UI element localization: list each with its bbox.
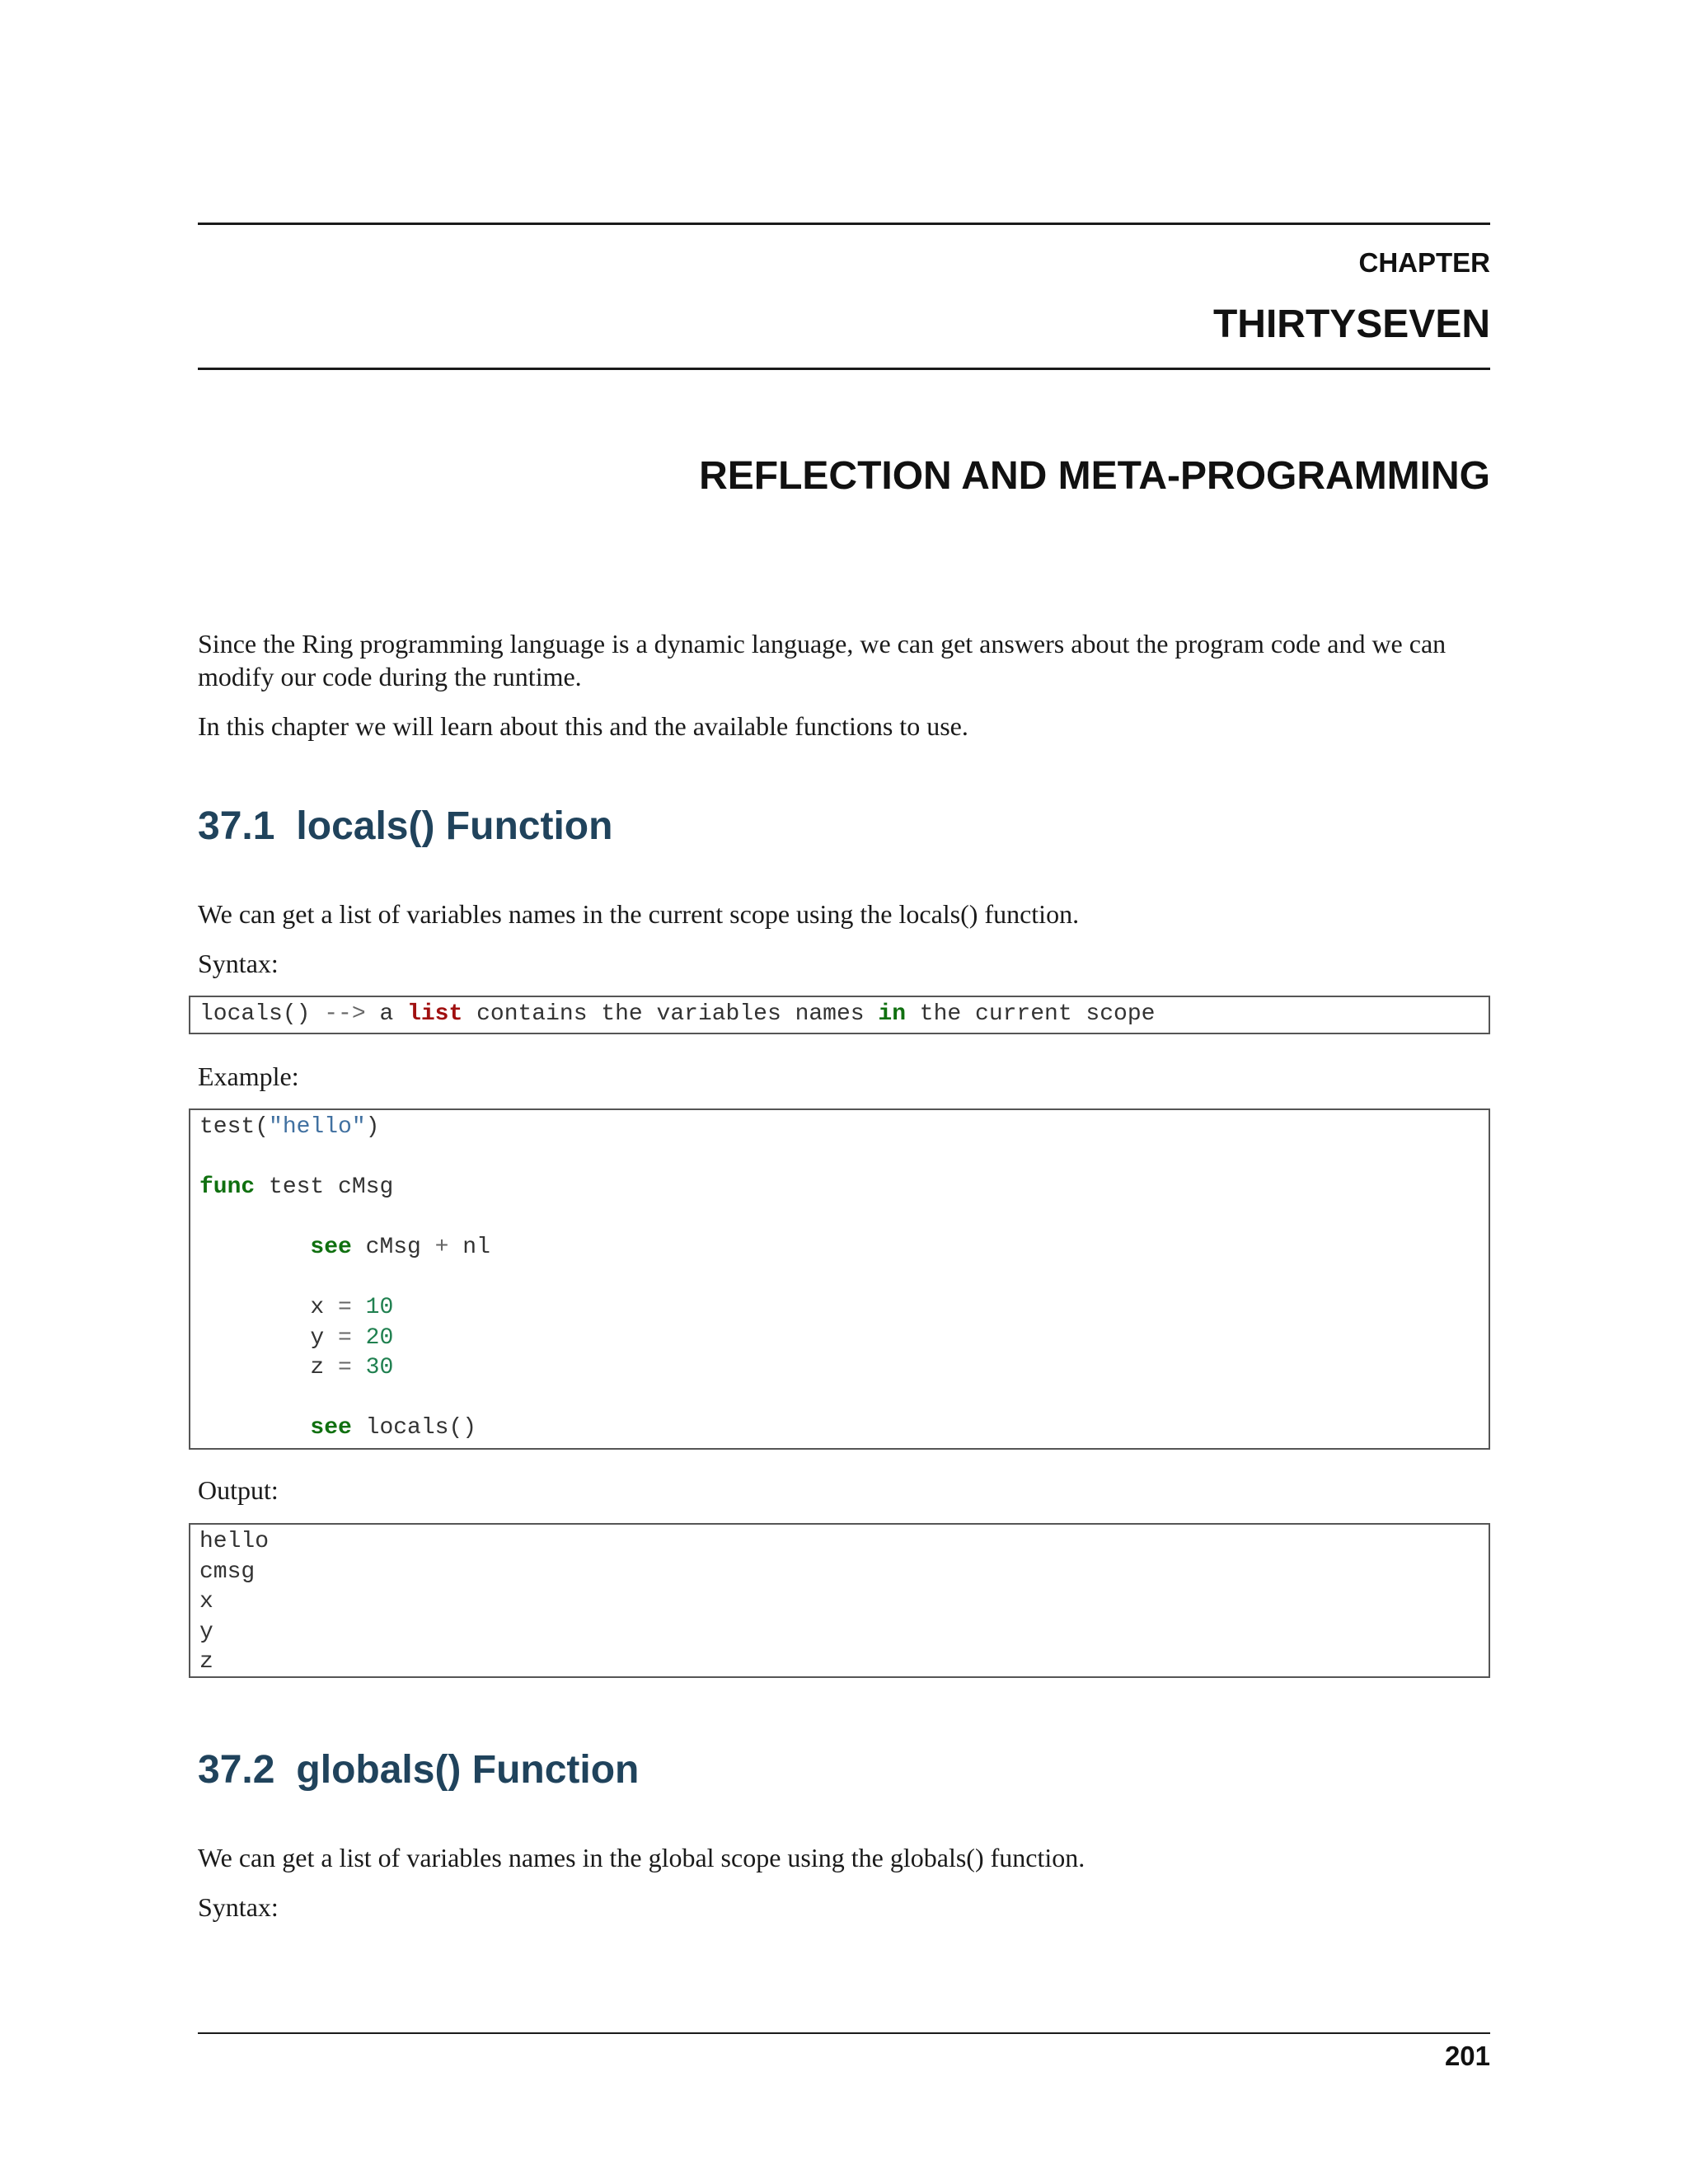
intro-paragraph-1: Since the Ring programming language is a dynamic language, we can get answers about the program code and we can modify our code during the runtime. bbox=[198, 629, 1447, 691]
section-heading-locals bbox=[198, 804, 612, 849]
code-keyword: see bbox=[310, 1235, 352, 1260]
code-token: locals() bbox=[351, 1415, 477, 1441]
code-line bbox=[199, 1353, 1489, 1384]
footer-rule bbox=[198, 2032, 1490, 2034]
chapter-number: THIRTYSEVEN bbox=[1212, 302, 1490, 346]
code-line bbox=[199, 1293, 1489, 1324]
code-token: nl bbox=[448, 1235, 490, 1260]
code-token: cMsg bbox=[351, 1235, 435, 1260]
code-operator: --> bbox=[324, 1001, 366, 1027]
code-line bbox=[199, 1000, 1489, 1030]
output-line: cmsg bbox=[199, 1558, 256, 1585]
code-line bbox=[199, 1413, 1489, 1444]
intro-paragraph-2: In this chapter we will learn about this and the available functions to use. bbox=[198, 711, 968, 741]
code-number: 20 bbox=[365, 1324, 394, 1351]
code-operator: = bbox=[338, 1295, 352, 1320]
code-token: contains the variables names bbox=[462, 1001, 879, 1027]
syntax-code-block bbox=[189, 996, 1490, 1034]
code-token: z bbox=[310, 1355, 339, 1380]
example-label: Example: bbox=[198, 1062, 299, 1091]
code-token: y bbox=[310, 1324, 339, 1351]
code-line bbox=[199, 1324, 1489, 1354]
chapter-title: REFLECTION AND META-PROGRAMMING bbox=[699, 454, 1490, 498]
code-line bbox=[199, 1173, 1489, 1203]
page-number: 201 bbox=[1444, 2041, 1490, 2071]
section-title: locals() Function bbox=[296, 804, 613, 848]
code-line-blank bbox=[199, 1263, 1489, 1294]
code-token: test cMsg bbox=[255, 1174, 394, 1200]
code-line-blank bbox=[199, 1203, 1489, 1234]
output-line: x bbox=[199, 1589, 213, 1615]
output-code-block bbox=[189, 1523, 1490, 1678]
section-number: 37.1 bbox=[198, 804, 275, 848]
code-line bbox=[199, 1233, 1489, 1263]
code-keyword: list bbox=[407, 1001, 463, 1027]
syntax-label: Syntax: bbox=[198, 949, 279, 978]
code-token: test( bbox=[199, 1114, 270, 1140]
code-line-blank bbox=[199, 1384, 1489, 1414]
document-page bbox=[198, 0, 1490, 2184]
section-description: We can get a list of variables names in the global scope using the globals() function. bbox=[198, 1843, 1085, 1872]
code-keyword: func bbox=[199, 1174, 256, 1200]
code-number: 30 bbox=[365, 1355, 394, 1380]
code-token: x bbox=[310, 1295, 339, 1320]
chapter-label: CHAPTER bbox=[1358, 247, 1490, 278]
output-line: z bbox=[199, 1649, 213, 1675]
chapter-bottom-rule bbox=[198, 368, 1490, 370]
code-token: locals() bbox=[199, 1001, 325, 1027]
code-indent bbox=[199, 1235, 310, 1260]
code-keyword: in bbox=[878, 1001, 906, 1027]
code-string: "hello" bbox=[269, 1114, 366, 1140]
code-number: 10 bbox=[365, 1295, 394, 1320]
code-indent bbox=[199, 1325, 310, 1351]
output-line: hello bbox=[199, 1529, 270, 1554]
code-token: the current scope bbox=[906, 1001, 1156, 1027]
section-heading-globals bbox=[198, 1747, 639, 1793]
code-indent bbox=[199, 1415, 310, 1441]
example-code-block bbox=[189, 1108, 1490, 1450]
syntax-label: Syntax: bbox=[198, 1892, 279, 1922]
section-title: globals() Function bbox=[296, 1748, 640, 1792]
output-label: Output: bbox=[198, 1475, 279, 1505]
output-line: y bbox=[199, 1619, 213, 1645]
section-number: 37.2 bbox=[198, 1748, 275, 1792]
code-operator: + bbox=[434, 1235, 449, 1260]
section-description: We can get a list of variables names in the current scope using the locals() function. bbox=[198, 899, 1080, 929]
code-line bbox=[199, 1113, 1489, 1143]
code-indent bbox=[199, 1355, 310, 1380]
code-indent bbox=[199, 1295, 310, 1320]
code-line-blank bbox=[199, 1143, 1489, 1174]
code-keyword: see bbox=[310, 1415, 352, 1441]
code-operator: = bbox=[338, 1355, 352, 1380]
code-operator: = bbox=[338, 1324, 352, 1351]
chapter-top-rule bbox=[198, 223, 1490, 225]
code-token: a bbox=[365, 1001, 408, 1027]
code-token: ) bbox=[365, 1114, 380, 1140]
